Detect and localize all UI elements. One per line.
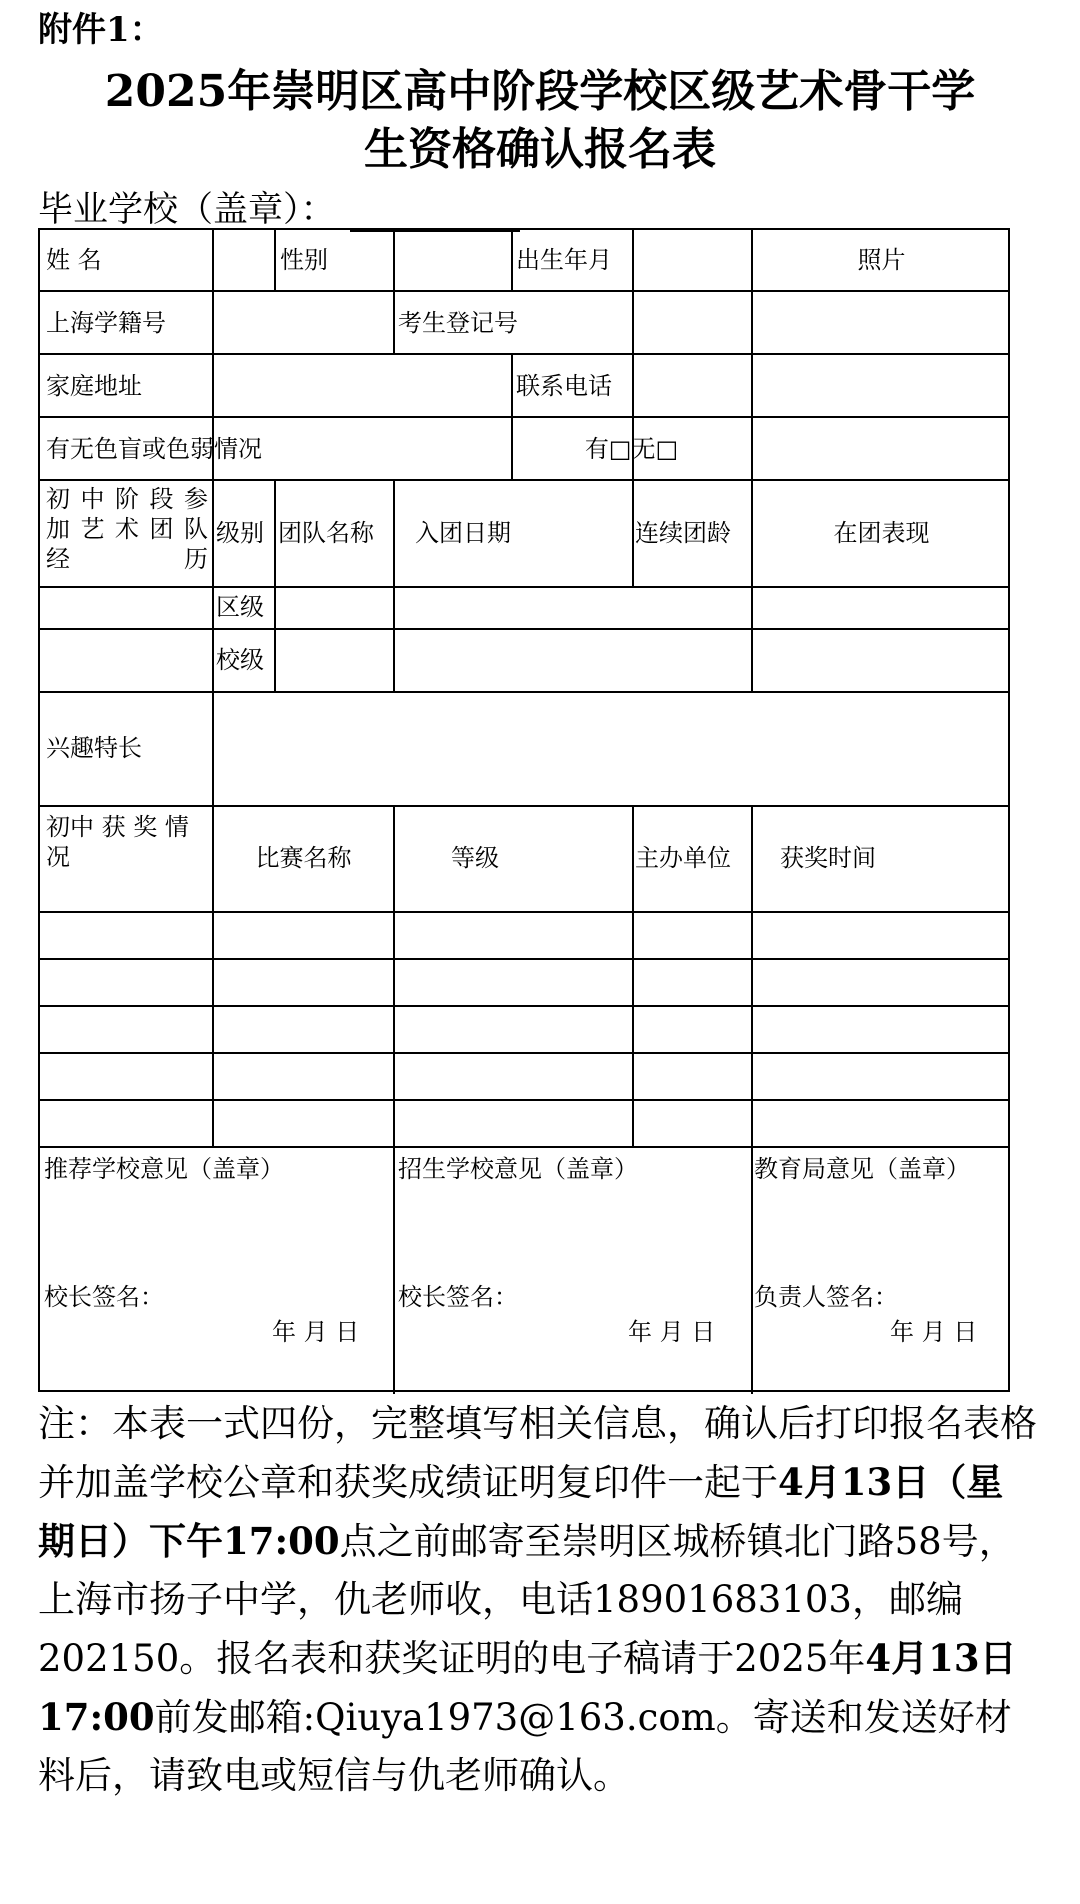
team-level-label: 级别 xyxy=(216,519,264,547)
grade-label: 等级 xyxy=(451,844,499,872)
school-label: 毕业学校（盖章）： xyxy=(38,190,336,230)
school-blank-line xyxy=(350,196,520,232)
hobby-label: 兴趣特长 xyxy=(46,734,142,762)
photo-label: 照片 xyxy=(857,246,906,274)
note-deadline-bold: 4月13日（星期日）下午17:00 xyxy=(38,1460,1004,1563)
form-title-line2: 生资格确认报名表 xyxy=(364,124,716,175)
principal-sign-1: 校长签名： xyxy=(44,1283,164,1311)
date-line-2: 年 月 日 xyxy=(628,1318,716,1346)
years-label: 连续团龄 xyxy=(635,519,731,547)
student-id-label: 上海学籍号 xyxy=(46,309,166,337)
join-date-label: 入团日期 xyxy=(415,519,511,547)
name-label: 姓 名 xyxy=(46,246,102,274)
organizer-label: 主办单位 xyxy=(635,844,731,872)
birth-label: 出生年月 xyxy=(516,246,612,274)
color-blind-label: 有无色盲或色弱情况 xyxy=(46,435,262,463)
note-paragraph xyxy=(38,1395,1038,1805)
awards-label: 初中 获 奖 情况 xyxy=(46,813,189,871)
note-text-1: 注：本表一式四份，完整填写相关信息，确认后打印报名表格并加盖学校公章和获奖成绩证明复印件一起于 xyxy=(38,1402,1037,1504)
exam-reg-label: 考生登记号 xyxy=(398,309,518,337)
note-email-deadline-bold: 4月13日17:00 xyxy=(38,1636,1017,1739)
date-line-1: 年 月 日 xyxy=(272,1318,360,1346)
form-title-line1: 2025年崇明区高中阶段学校区级艺术骨干学 xyxy=(104,66,976,117)
note-text-3: 前发邮箱:Qiuya1973@163.com。寄送和发送好材料后，请致电或短信与仇老师确认。 xyxy=(38,1696,1012,1797)
performance-label: 在团表现 xyxy=(833,519,930,547)
address-label: 家庭地址 xyxy=(46,372,142,400)
award-time-label: 获奖时间 xyxy=(780,844,876,872)
school-level-label: 校级 xyxy=(216,646,264,674)
registration-form-table xyxy=(38,228,1010,1392)
principal-sign-2: 校长签名： xyxy=(398,1283,518,1311)
date-line-3: 年 月 日 xyxy=(890,1318,978,1346)
manager-sign: 负责人签名： xyxy=(754,1283,898,1311)
graduation-school-row xyxy=(38,182,520,232)
team-name-label: 团队名称 xyxy=(278,519,374,547)
phone-label: 联系电话 xyxy=(516,372,612,400)
team-history-label: 初 中 阶 段 参 加 艺 术 团 队 经历 xyxy=(46,485,208,573)
attachment-label: 附件1： xyxy=(38,10,164,50)
district-level-label: 区级 xyxy=(216,593,264,621)
gender-label: 性别 xyxy=(280,246,328,274)
enroll-school-opinion: 招生学校意见（盖章） xyxy=(398,1155,638,1183)
contest-name-label: 比赛名称 xyxy=(255,844,352,872)
recommend-school-opinion: 推荐学校意见（盖章） xyxy=(44,1155,284,1183)
education-bureau-opinion: 教育局意见（盖章） xyxy=(754,1155,970,1183)
yes-no-checkbox-text: 有□无□ xyxy=(584,435,679,463)
note-text-2: 点之前邮寄至崇明区城桥镇北门路58号，上海市扬子中学，仇老师收，电话18901683103，邮编202150。报名表和获奖证明的电子稿请于2025年 xyxy=(38,1520,1016,1680)
